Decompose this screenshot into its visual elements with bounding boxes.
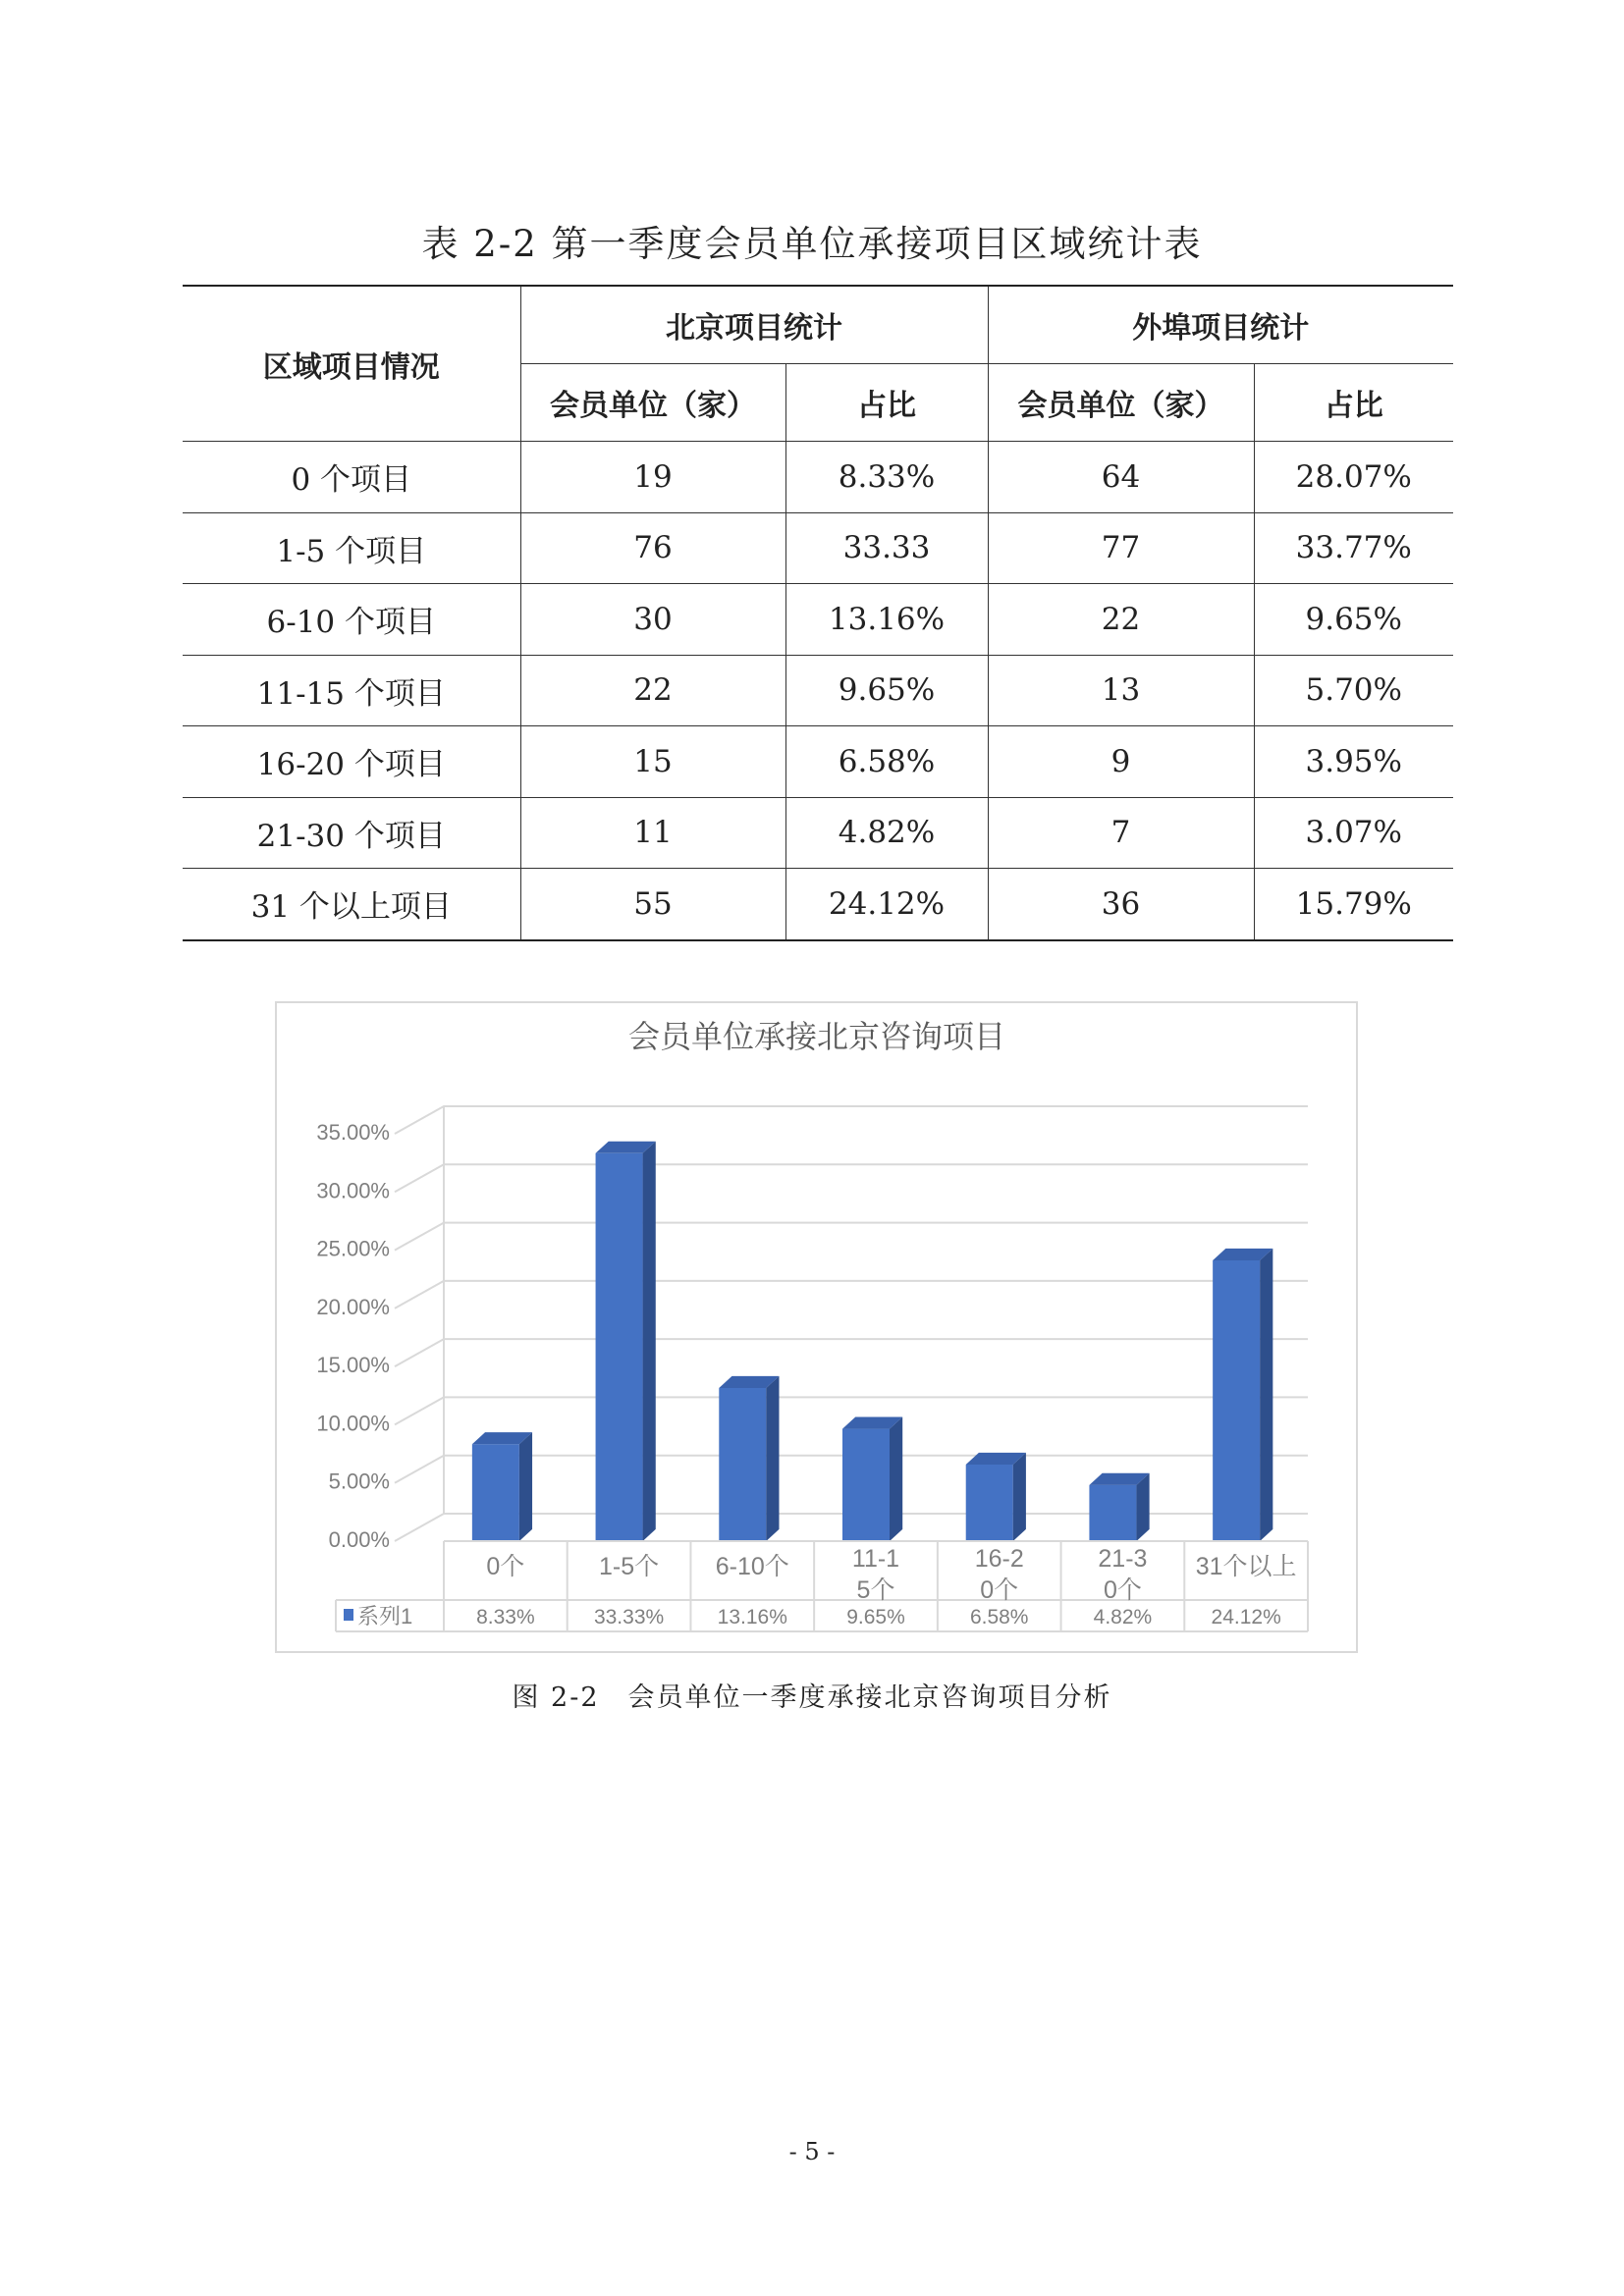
gridline [395,1281,1308,1308]
bar-front [719,1388,766,1541]
table-row [183,442,1453,513]
bar-front [472,1444,519,1541]
beijing-ratio: 24.12% [785,869,988,940]
bar [842,1416,902,1541]
outside-count: 22 [988,584,1254,656]
bar [1089,1473,1149,1541]
gridline [395,1223,1308,1251]
bar [596,1142,656,1541]
bar [1213,1249,1272,1541]
row-header: 区域项目情况 [183,286,520,442]
row-label: 16-20 个项目 [183,726,520,798]
beijing-count: 19 [520,442,785,513]
table-row [183,797,1453,869]
bar-front [1213,1260,1260,1541]
region-stats-table [183,285,1453,941]
beijing-ratio: 8.33% [785,442,988,513]
x-tick-label: 6-10个 [715,1553,789,1580]
table-row [183,512,1453,584]
page-number: - 5 - [788,2138,836,2165]
row-label: 6-10 个项目 [183,584,520,656]
data-label: 4.82% [1093,1606,1153,1629]
outside-ratio: 3.07% [1254,797,1453,869]
row-label: 11-15 个项目 [183,655,520,726]
x-tick-label: 0个 [486,1553,525,1580]
data-label: 24.12% [1211,1606,1281,1629]
beijing-ratio: 4.82% [785,797,988,869]
beijing-ratio: 9.65% [785,655,988,726]
chart-title: 会员单位承接北京咨询项目 [627,1019,1006,1054]
beijing-count: 15 [520,726,785,798]
bar-side [519,1432,532,1541]
y-tick-label: 20.00% [316,1294,390,1319]
outside-count: 7 [988,797,1254,869]
y-tick-label: 5.00% [328,1468,390,1494]
bar-chart-frame [275,1001,1358,1653]
outside-count: 77 [988,512,1254,584]
x-tick-label [852,1545,899,1604]
x-tick-label [975,1545,1024,1604]
y-tick-label: 30.00% [316,1178,390,1203]
x-tick-label: 1-5个 [599,1553,660,1580]
y-tick-label: 25.00% [316,1236,390,1261]
row-label: 1-5 个项目 [183,512,520,584]
figure-caption: 图 2-2 会员单位一季度承接北京咨询项目分析 [512,1682,1112,1713]
data-label: 13.16% [717,1606,787,1629]
row-label: 21-30 个项目 [183,797,520,869]
data-label: 33.33% [593,1606,665,1629]
y-tick-label: 15.00% [316,1353,390,1378]
x-tick-label-line: 0个 [980,1576,1019,1604]
bar [719,1376,779,1541]
row-label: 31 个以上项目 [183,869,520,940]
col-header-ratio: 占比 [785,364,988,442]
gridline [395,1397,1308,1424]
bar-front [1089,1485,1136,1541]
beijing-count: 76 [520,512,785,584]
bar-front [966,1465,1013,1541]
col-header-ratio: 占比 [1254,364,1453,442]
outside-ratio: 28.07% [1254,442,1453,513]
x-tick-label-line: 21-3 [1098,1545,1148,1573]
data-label: 9.65% [846,1606,905,1629]
group-header-outside: 外埠项目统计 [988,286,1453,364]
outside-count: 64 [988,442,1254,513]
x-tick-label-line: 0个 [1103,1576,1142,1604]
bar-front [596,1153,643,1541]
outside-count: 9 [988,726,1254,798]
outside-count: 13 [988,655,1254,726]
x-tick-label [1098,1545,1147,1604]
data-label: 8.33% [476,1606,535,1629]
col-header-members: 会员单位（家） [520,364,785,442]
y-axis-tick-labels [316,1120,390,1552]
beijing-count: 11 [520,797,785,869]
outside-ratio: 15.79% [1254,869,1453,940]
x-tick-label-line: 16-2 [974,1545,1024,1573]
row-label: 0 个项目 [183,442,520,513]
outside-ratio: 33.77% [1254,512,1453,584]
data-label: 6.58% [969,1606,1029,1629]
outside-ratio: 5.70% [1254,655,1453,726]
gridline [395,1164,1308,1192]
bar-side [643,1142,656,1541]
chart-bars [472,1142,1272,1541]
table-row [183,584,1453,656]
bar [472,1432,532,1541]
beijing-ratio: 33.33 [785,512,988,584]
bar [966,1453,1026,1541]
legend-key [344,1609,353,1621]
bar-front [842,1429,890,1541]
table-row [183,655,1453,726]
gridline [395,1106,1308,1134]
x-tick-label: 31个以上 [1195,1553,1297,1580]
x-tick-label-line: 5个 [856,1576,895,1604]
bar-side [1260,1249,1272,1541]
table-title: 表 2-2 第一季度会员单位承接项目区域统计表 [421,223,1203,265]
outside-count: 36 [988,869,1254,940]
beijing-count: 30 [520,584,785,656]
col-header-members: 会员单位（家） [988,364,1254,442]
beijing-ratio: 6.58% [785,726,988,798]
outside-ratio: 3.95% [1254,726,1453,798]
group-header-beijing: 北京项目统计 [520,286,988,364]
outside-ratio: 9.65% [1254,584,1453,656]
bar-side [890,1416,902,1541]
beijing-ratio: 13.16% [785,584,988,656]
chart-data-table [336,1541,1308,1631]
bar-chart [277,1003,1356,1651]
y-tick-label: 0.00% [328,1527,390,1552]
legend-series-name: 系列1 [357,1604,413,1629]
y-tick-label: 35.00% [316,1120,390,1145]
table-row [183,726,1453,798]
bar-side [766,1376,779,1541]
table-row [183,869,1453,940]
y-tick-label: 10.00% [316,1411,390,1436]
bar-side [1136,1473,1149,1541]
beijing-count: 55 [520,869,785,940]
x-tick-label-line: 11-1 [851,1545,900,1573]
bar-side [1013,1453,1026,1541]
gridline [395,1339,1308,1366]
beijing-count: 22 [520,655,785,726]
